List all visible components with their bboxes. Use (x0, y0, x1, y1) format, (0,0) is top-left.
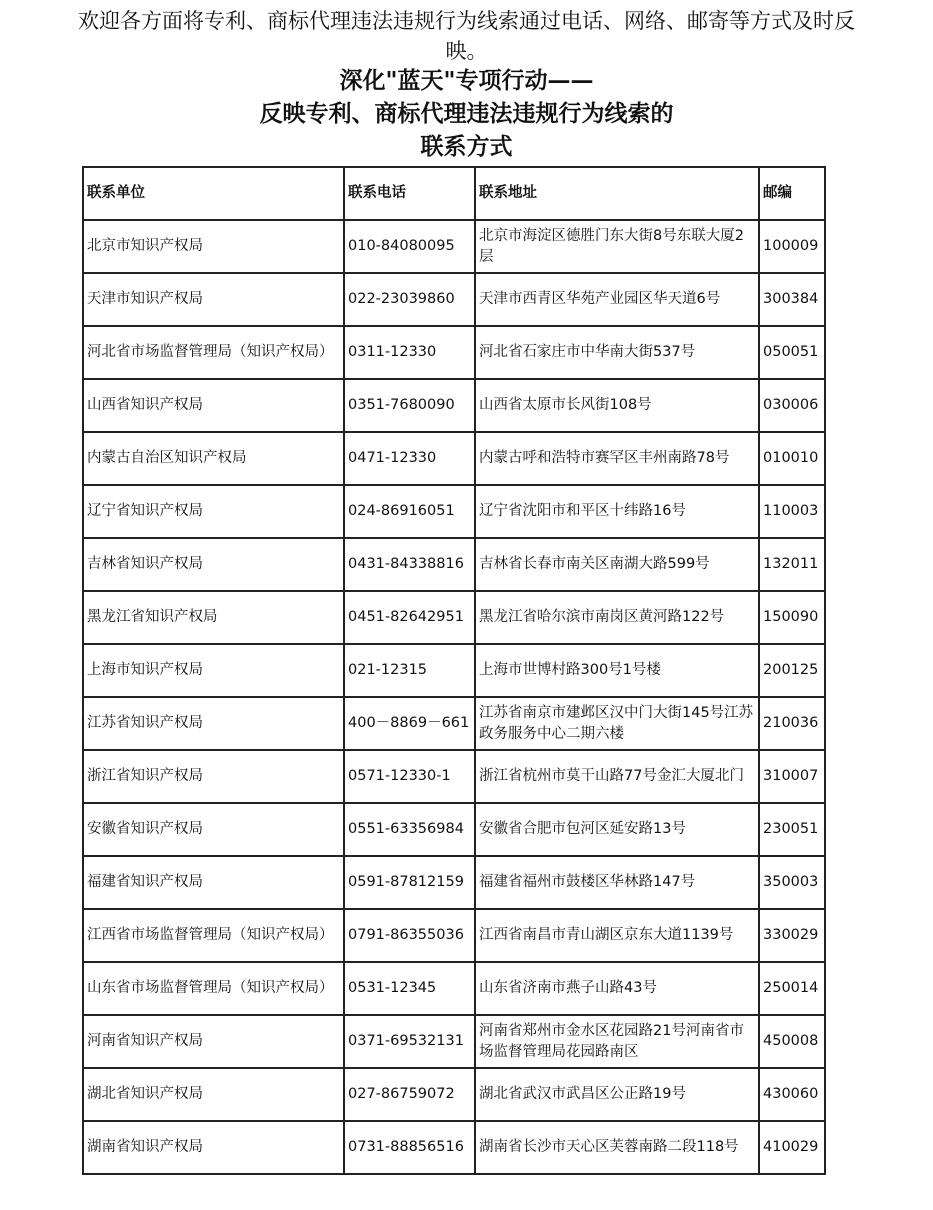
postcode-cell: 330029 (759, 909, 825, 962)
unit-cell: 江苏省知识产权局 (83, 697, 344, 750)
table-row (83, 644, 825, 697)
address-cell: 山东省济南市燕子山路43号 (475, 962, 759, 1015)
table-row (83, 803, 825, 856)
address-cell: 江苏省南京市建邺区汉中门大街145号江苏政务服务中心二期六楼 (475, 697, 759, 750)
phone-cell: 021-12315 (344, 644, 475, 697)
unit-cell: 天津市知识产权局 (83, 273, 344, 326)
postcode-cell: 350003 (759, 856, 825, 909)
table-row (83, 697, 825, 750)
postcode-cell: 200125 (759, 644, 825, 697)
phone-cell: 010-84080095 (344, 220, 475, 273)
phone-cell: 0571-12330-1 (344, 750, 475, 803)
address-cell: 福建省福州市鼓楼区华林路147号 (475, 856, 759, 909)
address-cell: 湖北省武汉市武昌区公正路19号 (475, 1068, 759, 1121)
unit-cell: 内蒙古自治区知识产权局 (83, 432, 344, 485)
address-cell: 吉林省长春市南关区南湖大路599号 (475, 538, 759, 591)
address-cell: 辽宁省沈阳市和平区十纬路16号 (475, 485, 759, 538)
title-line-1: 深化"蓝天"专项行动—— (339, 67, 594, 94)
phone-cell: 024-86916051 (344, 485, 475, 538)
table-row (83, 750, 825, 803)
unit-cell: 上海市知识产权局 (83, 644, 344, 697)
postcode-cell: 310007 (759, 750, 825, 803)
contact-table (82, 166, 826, 1175)
postcode-cell: 430060 (759, 1068, 825, 1121)
postcode-cell: 230051 (759, 803, 825, 856)
header-postcode: 邮编 (759, 167, 825, 220)
postcode-cell: 050051 (759, 326, 825, 379)
postcode-cell: 030006 (759, 379, 825, 432)
table-header-row (83, 167, 825, 220)
table-row (83, 1121, 825, 1174)
address-cell: 山西省太原市长风街108号 (475, 379, 759, 432)
header-unit: 联系单位 (83, 167, 344, 220)
unit-cell: 福建省知识产权局 (83, 856, 344, 909)
unit-cell: 吉林省知识产权局 (83, 538, 344, 591)
address-cell: 河南省郑州市金水区花园路21号河南省市场监督管理局花园路南区 (475, 1015, 759, 1068)
postcode-cell: 110003 (759, 485, 825, 538)
table-row (83, 962, 825, 1015)
phone-cell: 0731-88856516 (344, 1121, 475, 1174)
table-row (83, 379, 825, 432)
phone-cell: 0551-63356984 (344, 803, 475, 856)
unit-cell: 北京市知识产权局 (83, 220, 344, 273)
address-cell: 浙江省杭州市莫干山路77号金汇大厦北门 (475, 750, 759, 803)
unit-cell: 河南省知识产权局 (83, 1015, 344, 1068)
postcode-cell: 410029 (759, 1121, 825, 1174)
header-phone: 联系电话 (344, 167, 475, 220)
table-row (83, 538, 825, 591)
postcode-cell: 210036 (759, 697, 825, 750)
unit-cell: 湖北省知识产权局 (83, 1068, 344, 1121)
unit-cell: 辽宁省知识产权局 (83, 485, 344, 538)
address-cell: 内蒙古呼和浩特市赛罕区丰州南路78号 (475, 432, 759, 485)
unit-cell: 江西省市场监督管理局（知识产权局） (83, 909, 344, 962)
table-row (83, 591, 825, 644)
address-cell: 安徽省合肥市包河区延安路13号 (475, 803, 759, 856)
phone-cell: 027-86759072 (344, 1068, 475, 1121)
postcode-cell: 010010 (759, 432, 825, 485)
table-row (83, 432, 825, 485)
table-row (83, 326, 825, 379)
phone-cell: 0591-87812159 (344, 856, 475, 909)
phone-cell: 0311-12330 (344, 326, 475, 379)
unit-cell: 山西省知识产权局 (83, 379, 344, 432)
phone-cell: 0791-86355036 (344, 909, 475, 962)
table-row (83, 856, 825, 909)
table-row (83, 220, 825, 273)
address-cell: 河北省石家庄市中华南大街537号 (475, 326, 759, 379)
unit-cell: 浙江省知识产权局 (83, 750, 344, 803)
title-line-3: 联系方式 (420, 133, 513, 160)
unit-cell: 安徽省知识产权局 (83, 803, 344, 856)
postcode-cell: 150090 (759, 591, 825, 644)
address-cell: 江西省南昌市青山湖区京东大道1139号 (475, 909, 759, 962)
intro-text: 欢迎各方面将专利、商标代理违法违规行为线索通过电话、网络、邮寄等方式及时反映。 (78, 9, 855, 63)
postcode-cell: 300384 (759, 273, 825, 326)
phone-cell: 400－8869－661 (344, 697, 475, 750)
address-cell: 天津市西青区华苑产业园区华天道6号 (475, 273, 759, 326)
postcode-cell: 132011 (759, 538, 825, 591)
phone-cell: 022-23039860 (344, 273, 475, 326)
table-row (83, 1015, 825, 1068)
table-row (83, 485, 825, 538)
table-row (83, 273, 825, 326)
unit-cell: 山东省市场监督管理局（知识产权局） (83, 962, 344, 1015)
phone-cell: 0451-82642951 (344, 591, 475, 644)
postcode-cell: 250014 (759, 962, 825, 1015)
header-address: 联系地址 (475, 167, 759, 220)
address-cell: 上海市世博村路300号1号楼 (475, 644, 759, 697)
address-cell: 北京市海淀区德胜门东大街8号东联大厦2层 (475, 220, 759, 273)
address-cell: 湖南省长沙市天心区芙蓉南路二段118号 (475, 1121, 759, 1174)
address-cell: 黑龙江省哈尔滨市南岗区黄河路122号 (475, 591, 759, 644)
unit-cell: 黑龙江省知识产权局 (83, 591, 344, 644)
phone-cell: 0351-7680090 (344, 379, 475, 432)
table-row (83, 909, 825, 962)
title-line-2: 反映专利、商标代理违法违规行为线索的 (259, 100, 674, 127)
postcode-cell: 100009 (759, 220, 825, 273)
table-row (83, 1068, 825, 1121)
phone-cell: 0431-84338816 (344, 538, 475, 591)
phone-cell: 0531-12345 (344, 962, 475, 1015)
unit-cell: 河北省市场监督管理局（知识产权局） (83, 326, 344, 379)
phone-cell: 0471-12330 (344, 432, 475, 485)
phone-cell: 0371-69532131 (344, 1015, 475, 1068)
unit-cell: 湖南省知识产权局 (83, 1121, 344, 1174)
postcode-cell: 450008 (759, 1015, 825, 1068)
document-title (60, 64, 873, 163)
